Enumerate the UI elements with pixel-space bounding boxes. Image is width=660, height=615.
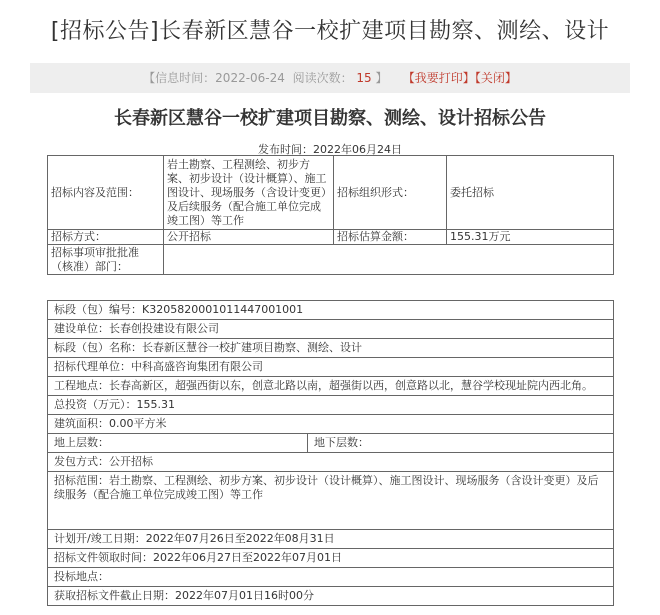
table-row [48,339,614,358]
article-title: 长春新区慧谷一校扩建项目勘察、测绘、设计招标公告 [114,108,546,129]
approval-label: 招标事项审批批准（核准）部门： [48,245,164,275]
builder: 建设单位：长春创投建设有限公司 [48,320,614,339]
page-title: [招标公告]长春新区慧谷一校扩建项目勘察、测绘、设计 [50,19,610,44]
estimate-value: 155.31万元 [447,230,614,245]
doc-period: 招标文件领取时间：2022年06月27日至2022年07月01日 [48,549,614,568]
table-row [48,434,614,453]
publish-prefix: 【信息时间： [143,71,216,85]
method-value: 公开招标 [164,230,334,245]
schedule: 计划开/竣工日期：2022年07月26日至2022年08月31日 [48,530,614,549]
agent: 招标代理单位：中科高盛咨询集团有限公司 [48,358,614,377]
publish-date: 2022-06-24 [215,71,285,85]
table-row [48,472,614,530]
table-row [48,320,614,339]
location: 工程地点：长春高新区，超强西街以东，创意北路以南，超强街以西，创意路以北，慧谷学校现址院内西北角。 [48,377,614,396]
section-code: 标段（包）编号：K32058200010114470010​01 [48,301,614,320]
table-row [48,415,614,434]
views-prefix: 阅读次数： [292,71,353,85]
table-row [48,530,614,549]
table-row [48,568,614,587]
table-row [48,549,614,568]
table-row [48,377,614,396]
area: 建筑面积：0.00平方米 [48,415,614,434]
investment: 总投资（万元）：155.31 [48,396,614,415]
table-row [48,156,614,230]
contract-method: 发包方式：公开招标 [48,453,614,472]
print-link[interactable]: 【我要打印】 [402,71,475,85]
table-row [48,245,614,275]
org-form-label: 招标组织形式： [334,156,447,230]
views-count: 15 [356,71,372,85]
approval-value [164,245,614,275]
floors-below: 地下层数： [308,434,614,453]
table-row [48,587,614,606]
publish-line: 发布时间：2022年06月24日 [258,143,402,156]
bid-location: 投标地点： [48,568,614,587]
table-row [48,453,614,472]
scope: 招标范围：岩土勘察、工程测绘、初步方案、初步设计（设计概算）、施工图设计、现场服务（含设计变更）及后续服务（配合施工单位完成竣工图）等工作 [48,472,614,530]
table-row [48,358,614,377]
table-row [48,230,614,245]
close-link[interactable]: 【关闭】 [474,71,517,85]
details-table [47,300,614,606]
views-suffix: 】 [375,71,388,85]
doc-deadline: 获取招标文件截止日期：2022年07月01日16时00分 [48,587,614,606]
table-row [48,396,614,415]
estimate-label: 招标估算金额： [334,230,447,245]
method-label: 招标方式： [48,230,164,245]
content-value: 岩土勘察、工程测绘、初步方案、初步设计（设计概算）、施工图设计、现场服务（含设计变更）及后续服务（配合施工单位完成竣工图）等工作 [164,156,334,230]
org-form-value: 委托招标 [447,156,614,230]
section-name: 标段（包）名称：长春新区慧谷一校扩建项目勘察、测绘、设计 [48,339,614,358]
info-bar [30,63,630,93]
summary-table [47,155,614,275]
table-row [48,301,614,320]
floors-above: 地上层数： [48,434,308,453]
content-label: 招标内容及范围： [48,156,164,230]
